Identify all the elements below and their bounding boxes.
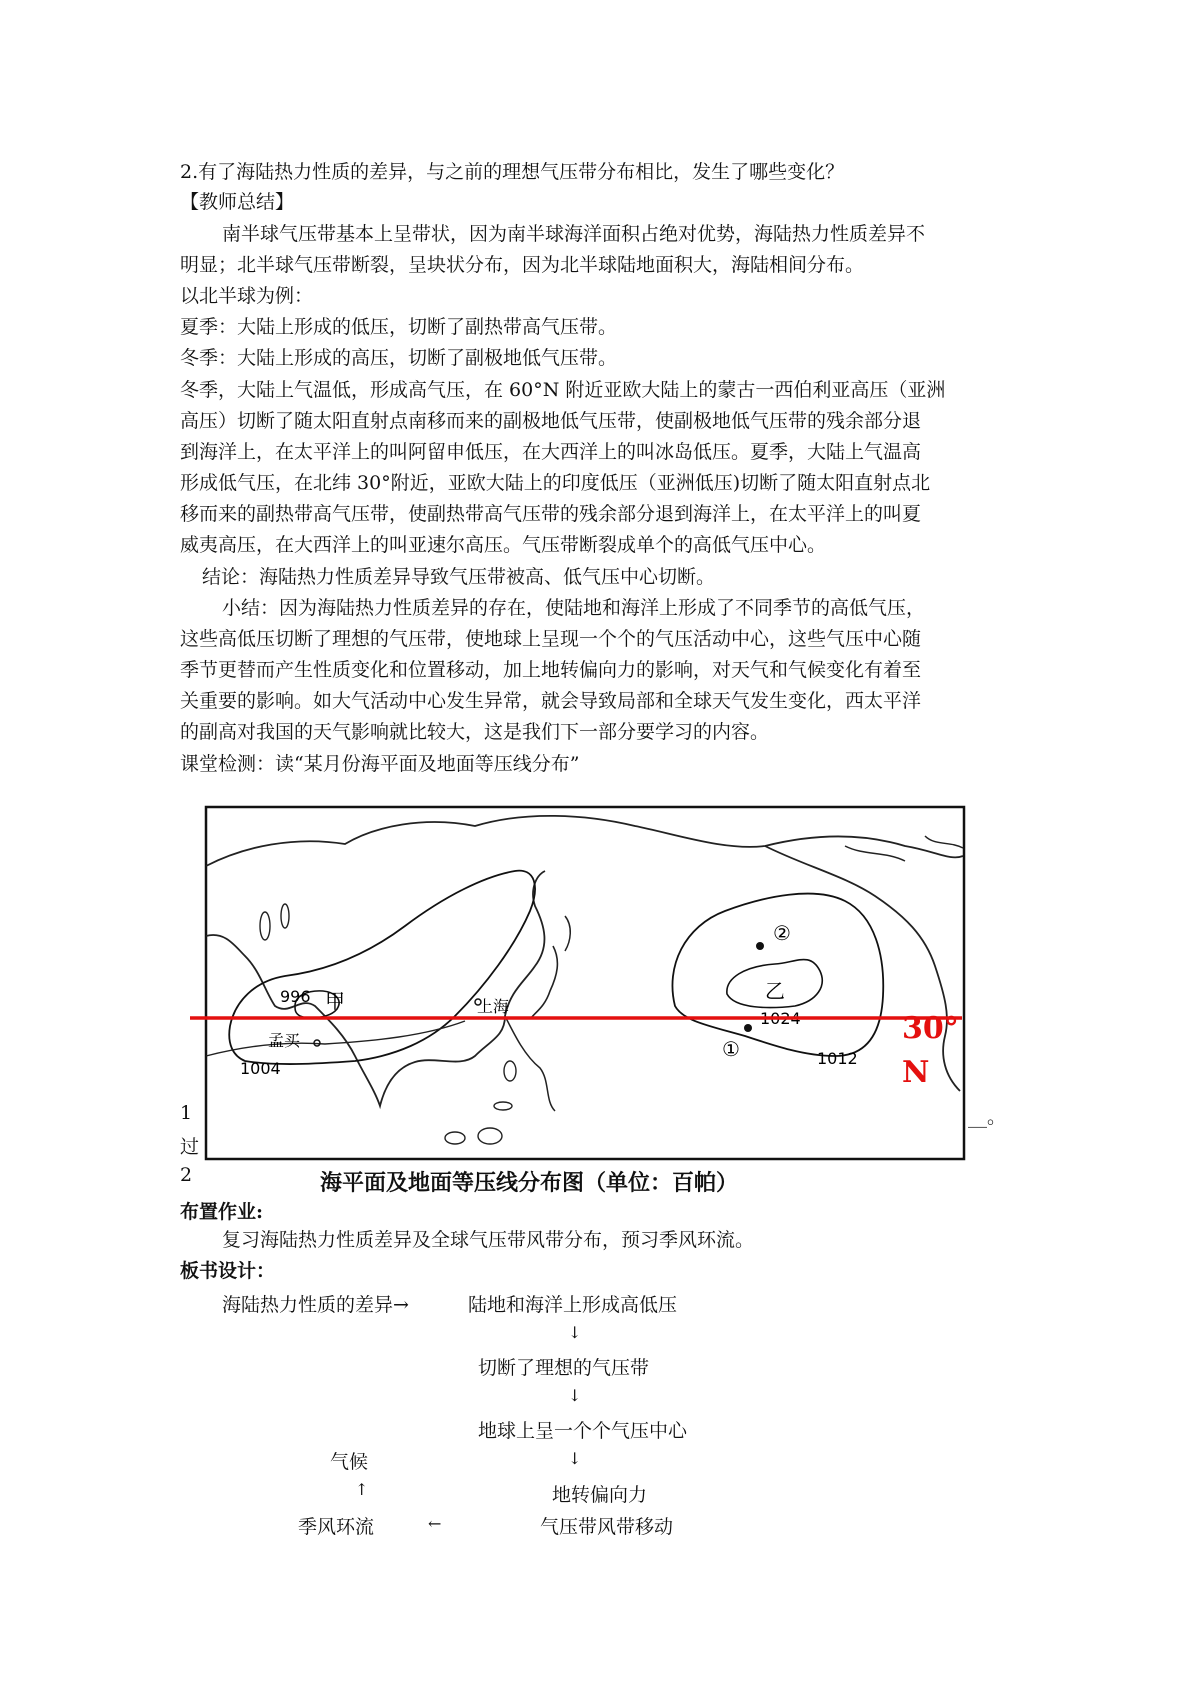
paragraph-line: 南半球气压带基本上呈带状，因为南半球海洋面积占绝对优势，海陆热力性质差异不 <box>222 223 926 245</box>
paragraph-line: 移而来的副热带高气压带，使副热带高气压带的残余部分退到海洋上，在太平洋上的叫夏 <box>180 503 922 525</box>
board-node-monsoon: 季风环流 <box>298 1516 375 1538</box>
answer-blank-end: __。 <box>968 1106 1007 1128</box>
hidden-line-fragment: 2 <box>180 1164 193 1186</box>
map-caption: 海平面及地面等压线分布图（单位：百帕） <box>320 1171 739 1196</box>
paragraph-line: 夏季：大陆上形成的低压，切断了副热带高气压带。 <box>180 316 618 338</box>
board-node-sea-land-difference: 海陆热力性质的差异→ <box>222 1294 409 1316</box>
homework-heading: 布置作业: <box>180 1201 264 1223</box>
board-node-high-low-pressure: 陆地和海洋上形成高低压 <box>468 1294 678 1316</box>
hidden-line-fragment: 1 <box>180 1102 193 1124</box>
arrow-up-icon: ↑ <box>355 1480 369 1499</box>
isobar-label-1004: 1004 <box>240 1059 281 1078</box>
hidden-line-fragment: 过 <box>180 1136 200 1158</box>
arrow-down-icon: ↓ <box>568 1386 582 1405</box>
label-point-1: ① <box>722 1037 740 1061</box>
conclusion: 结论：海陆热力性质差异导致气压带被高、低气压中心切断。 <box>202 566 716 588</box>
paragraph-line: 到海洋上，在太平洋上的叫阿留申低压，在大西洋上的叫冰岛低压。夏季，大陆上气温高 <box>180 441 922 463</box>
paragraph-line: 形成低气压，在北纬 30°附近，亚欧大陆上的印度低压（亚洲低压)切断了随太阳直射点北 <box>180 472 931 494</box>
label-point-2: ② <box>773 921 791 945</box>
isobar-label-1024: 1024 <box>760 1009 801 1028</box>
label-yi: 乙 <box>765 979 785 1003</box>
paragraph-line: 这些高低压切断了理想的气压带，使地球上呈现一个个的气压活动中心，这些气压中心随 <box>180 628 922 650</box>
board-node-climate: 气候 <box>330 1451 369 1473</box>
arrow-down-icon: ↓ <box>568 1323 582 1342</box>
paragraph-line: 小结：因为海陆热力性质差异的存在，使陆地和海洋上形成了不同季节的高低气压， <box>222 597 926 619</box>
arrow-down-icon: ↓ <box>568 1449 582 1468</box>
board-node-cut-belt: 切断了理想的气压带 <box>478 1357 650 1379</box>
classroom-test: 课堂检测：读“某月份海平面及地面等压线分布” <box>180 753 580 775</box>
board-node-belt-shift: 气压带风带移动 <box>540 1516 674 1538</box>
label-mumbai: 孟买 <box>268 1031 301 1050</box>
paragraph-line: 威夷高压，在大西洋上的叫亚速尔高压。气压带断裂成单个的高低气压中心。 <box>180 534 827 556</box>
board-node-coriolis: 地转偏向力 <box>552 1484 648 1506</box>
board-node-pressure-centers: 地球上呈一个个气压中心 <box>478 1420 688 1442</box>
paragraph-line: 明显；北半球气压带断裂，呈块状分布，因为北半球陆地面积大，海陆相间分布。 <box>180 254 865 276</box>
label-shanghai: 上海 <box>477 997 510 1016</box>
question-2: 2.有了海陆热力性质的差异，与之前的理想气压带分布相比，发生了哪些变化？ <box>180 161 845 183</box>
paragraph-line: 冬季：大陆上形成的高压，切断了副极地低气压带。 <box>180 347 618 369</box>
isobar-map <box>205 806 965 1160</box>
paragraph-line: 的副高对我国的天气影响就比较大，这是我们下一部分要学习的内容。 <box>180 721 770 743</box>
teacher-summary-heading: 【教师总结】 <box>180 191 295 213</box>
paragraph-line: 以北半球为例： <box>180 285 314 307</box>
point-1 <box>744 1024 752 1032</box>
latitude-n-label: N <box>902 1055 930 1090</box>
isobar-label-996: 996 <box>280 987 311 1006</box>
arrow-left-icon: ← <box>428 1514 442 1533</box>
paragraph-line: 季节更替而产生性质变化和位置移动，加上地转偏向力的影响，对天气和气候变化有着至 <box>180 659 922 681</box>
paragraph-line: 冬季，大陆上气温低，形成高气压，在 60°N 附近亚欧大陆上的蒙古一西伯利亚高压（亚洲 <box>180 379 946 401</box>
point-2 <box>756 942 764 950</box>
label-jia: 甲 <box>325 989 345 1013</box>
homework-text: 复习海陆热力性质差异及全球气压带风带分布，预习季风环流。 <box>222 1229 755 1251</box>
board-design-heading: 板书设计： <box>180 1260 276 1282</box>
latitude-30n-label: 30° <box>902 1011 959 1046</box>
paragraph-line: 关重要的影响。如大气活动中心发生异常，就会导致局部和全球天气发生变化，西太平洋 <box>180 690 922 712</box>
paragraph-line: 高压）切断了随太阳直射点南移而来的副极地低气压带，使副极地低气压带的残余部分退 <box>180 410 922 432</box>
isobar-label-1012: 1012 <box>817 1049 858 1068</box>
